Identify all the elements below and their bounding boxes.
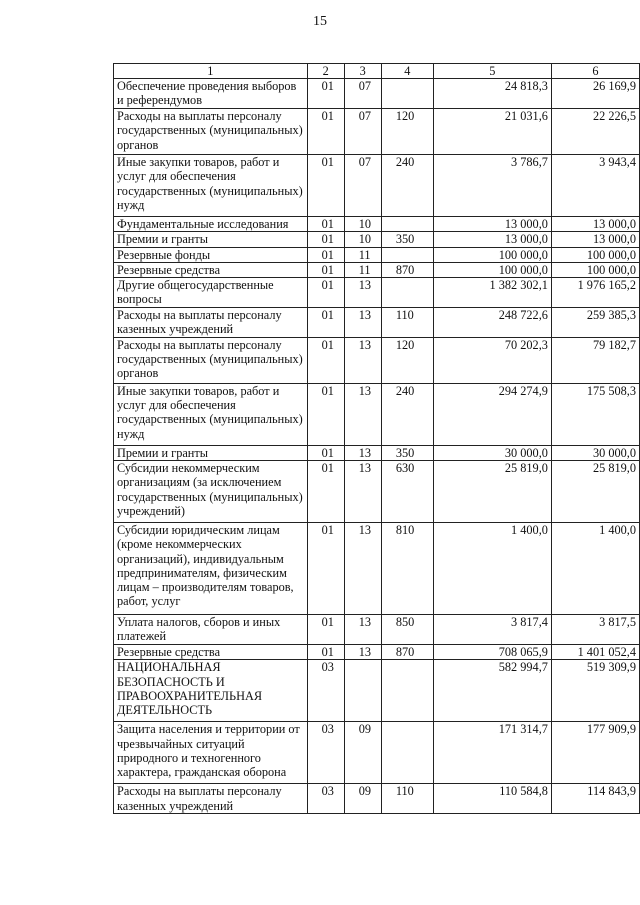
expense-name-cell: Расходы на выплаты персоналу казенных учреждений	[114, 308, 308, 338]
table-row	[114, 109, 640, 155]
budget-table	[113, 63, 640, 814]
table-row	[114, 308, 640, 338]
amount-year2-cell: 100 000,0	[551, 247, 639, 262]
section-code-cell: 03	[307, 784, 344, 814]
subsection-code-cell: 13	[344, 308, 381, 338]
table-row	[114, 461, 640, 523]
table-row	[114, 232, 640, 247]
subsection-code-cell: 13	[344, 523, 381, 615]
amount-year2-cell: 519 309,9	[551, 660, 639, 722]
amount-year1-cell: 110 584,8	[433, 784, 551, 814]
amount-year2-cell: 175 508,3	[551, 384, 639, 446]
section-code-cell: 01	[307, 262, 344, 277]
section-code-cell: 01	[307, 217, 344, 232]
expense-type-code-cell	[381, 278, 433, 308]
table-row	[114, 384, 640, 446]
expense-type-code-cell: 630	[381, 461, 433, 523]
amount-year1-cell: 248 722,6	[433, 308, 551, 338]
amount-year2-cell: 13 000,0	[551, 232, 639, 247]
subsection-code-cell: 07	[344, 79, 381, 109]
section-code-cell: 01	[307, 109, 344, 155]
amount-year2-cell: 1 401 052,4	[551, 645, 639, 660]
expense-name-cell: Защита населения и территории от чрезвычайных ситуаций природного и техногенного характера, гражданская оборона	[114, 722, 308, 784]
amount-year2-cell: 100 000,0	[551, 262, 639, 277]
expense-type-code-cell: 850	[381, 615, 433, 645]
column-header: 5	[433, 64, 551, 79]
amount-year2-cell: 259 385,3	[551, 308, 639, 338]
amount-year1-cell: 100 000,0	[433, 262, 551, 277]
amount-year1-cell: 171 314,7	[433, 722, 551, 784]
table-row	[114, 262, 640, 277]
amount-year2-cell: 13 000,0	[551, 217, 639, 232]
expense-name-cell: Расходы на выплаты персоналу государственных (муниципальных) органов	[114, 109, 308, 155]
subsection-code-cell: 07	[344, 109, 381, 155]
amount-year1-cell: 1 400,0	[433, 523, 551, 615]
expense-type-code-cell: 120	[381, 109, 433, 155]
amount-year1-cell: 21 031,6	[433, 109, 551, 155]
section-code-cell: 01	[307, 384, 344, 446]
amount-year2-cell: 25 819,0	[551, 461, 639, 523]
table-row	[114, 722, 640, 784]
expense-type-code-cell: 110	[381, 784, 433, 814]
column-header: 1	[114, 64, 308, 79]
budget-table-body	[114, 64, 640, 814]
amount-year2-cell: 3 943,4	[551, 155, 639, 217]
table-row	[114, 523, 640, 615]
expense-type-code-cell: 350	[381, 446, 433, 461]
amount-year2-cell: 26 169,9	[551, 79, 639, 109]
amount-year1-cell: 100 000,0	[433, 247, 551, 262]
amount-year1-cell: 30 000,0	[433, 446, 551, 461]
subsection-code-cell: 13	[344, 615, 381, 645]
amount-year1-cell: 25 819,0	[433, 461, 551, 523]
subsection-code-cell: 11	[344, 262, 381, 277]
subsection-code-cell: 10	[344, 232, 381, 247]
table-row	[114, 155, 640, 217]
expense-type-code-cell: 120	[381, 338, 433, 384]
amount-year1-cell: 3 817,4	[433, 615, 551, 645]
table-row	[114, 278, 640, 308]
amount-year2-cell: 30 000,0	[551, 446, 639, 461]
expense-name-cell: Фундаментальные исследования	[114, 217, 308, 232]
expense-type-code-cell: 240	[381, 155, 433, 217]
expense-name-cell: Резервные средства	[114, 645, 308, 660]
amount-year1-cell: 24 818,3	[433, 79, 551, 109]
subsection-code-cell: 13	[344, 461, 381, 523]
expense-name-cell: Расходы на выплаты персоналу государственных (муниципальных) органов	[114, 338, 308, 384]
table-row	[114, 79, 640, 109]
amount-year2-cell: 1 976 165,2	[551, 278, 639, 308]
table-row	[114, 338, 640, 384]
column-header: 4	[381, 64, 433, 79]
table-row	[114, 784, 640, 814]
expense-name-cell: Премии и гранты	[114, 446, 308, 461]
expense-type-code-cell	[381, 722, 433, 784]
expense-type-code-cell: 240	[381, 384, 433, 446]
expense-type-code-cell: 870	[381, 262, 433, 277]
table-row	[114, 217, 640, 232]
expense-name-cell: Премии и гранты	[114, 232, 308, 247]
amount-year1-cell: 1 382 302,1	[433, 278, 551, 308]
column-header: 3	[344, 64, 381, 79]
expense-type-code-cell	[381, 660, 433, 722]
subsection-code-cell: 13	[344, 645, 381, 660]
table-row	[114, 660, 640, 722]
amount-year1-cell: 3 786,7	[433, 155, 551, 217]
expense-type-code-cell: 110	[381, 308, 433, 338]
expense-name-cell: НАЦИОНАЛЬНАЯ БЕЗОПАСНОСТЬ И ПРАВООХРАНИТЕЛЬНАЯ ДЕЯТЕЛЬНОСТЬ	[114, 660, 308, 722]
column-header: 6	[551, 64, 639, 79]
table-row	[114, 247, 640, 262]
expense-name-cell: Другие общегосударственные вопросы	[114, 278, 308, 308]
expense-type-code-cell	[381, 247, 433, 262]
subsection-code-cell: 09	[344, 784, 381, 814]
amount-year2-cell: 177 909,9	[551, 722, 639, 784]
subsection-code-cell: 13	[344, 278, 381, 308]
subsection-code-cell: 11	[344, 247, 381, 262]
amount-year2-cell: 22 226,5	[551, 109, 639, 155]
section-code-cell: 01	[307, 79, 344, 109]
table-header-row	[114, 64, 640, 79]
expense-type-code-cell: 810	[381, 523, 433, 615]
amount-year1-cell: 13 000,0	[433, 232, 551, 247]
section-code-cell: 03	[307, 660, 344, 722]
expense-name-cell: Уплата налогов, сборов и иных платежей	[114, 615, 308, 645]
subsection-code-cell	[344, 660, 381, 722]
expense-name-cell: Обеспечение проведения выборов и референдумов	[114, 79, 308, 109]
amount-year2-cell: 79 182,7	[551, 338, 639, 384]
expense-name-cell: Субсидии некоммерческим организациям (за исключением государственных (муниципальных) учреждений)	[114, 461, 308, 523]
amount-year1-cell: 13 000,0	[433, 217, 551, 232]
amount-year1-cell: 708 065,9	[433, 645, 551, 660]
table-row	[114, 645, 640, 660]
expense-name-cell: Резервные средства	[114, 262, 308, 277]
subsection-code-cell: 10	[344, 217, 381, 232]
expense-name-cell: Резервные фонды	[114, 247, 308, 262]
section-code-cell: 01	[307, 338, 344, 384]
amount-year1-cell: 294 274,9	[433, 384, 551, 446]
expense-type-code-cell	[381, 79, 433, 109]
section-code-cell: 01	[307, 308, 344, 338]
amount-year2-cell: 1 400,0	[551, 523, 639, 615]
expense-type-code-cell: 870	[381, 645, 433, 660]
expense-name-cell: Субсидии юридическим лицам (кроме некоммерческих организаций), индивидуальным предпринимателям, физическим лицам – производителям товаров, работ, услуг	[114, 523, 308, 615]
section-code-cell: 01	[307, 155, 344, 217]
section-code-cell: 01	[307, 232, 344, 247]
section-code-cell: 01	[307, 446, 344, 461]
expense-name-cell: Иные закупки товаров, работ и услуг для обеспечения государственных (муниципальных) нужд	[114, 384, 308, 446]
section-code-cell: 01	[307, 278, 344, 308]
amount-year2-cell: 3 817,5	[551, 615, 639, 645]
section-code-cell: 01	[307, 461, 344, 523]
amount-year1-cell: 70 202,3	[433, 338, 551, 384]
page-number: 15	[313, 14, 327, 29]
amount-year1-cell: 582 994,7	[433, 660, 551, 722]
subsection-code-cell: 07	[344, 155, 381, 217]
subsection-code-cell: 13	[344, 446, 381, 461]
section-code-cell: 01	[307, 247, 344, 262]
expense-name-cell: Расходы на выплаты персоналу казенных учреждений	[114, 784, 308, 814]
expense-name-cell: Иные закупки товаров, работ и услуг для обеспечения государственных (муниципальных) нужд	[114, 155, 308, 217]
table-row	[114, 446, 640, 461]
column-header: 2	[307, 64, 344, 79]
table-row	[114, 615, 640, 645]
subsection-code-cell: 13	[344, 384, 381, 446]
section-code-cell: 01	[307, 645, 344, 660]
section-code-cell: 01	[307, 615, 344, 645]
amount-year2-cell: 114 843,9	[551, 784, 639, 814]
section-code-cell: 01	[307, 523, 344, 615]
expense-type-code-cell	[381, 217, 433, 232]
expense-type-code-cell: 350	[381, 232, 433, 247]
subsection-code-cell: 09	[344, 722, 381, 784]
section-code-cell: 03	[307, 722, 344, 784]
subsection-code-cell: 13	[344, 338, 381, 384]
